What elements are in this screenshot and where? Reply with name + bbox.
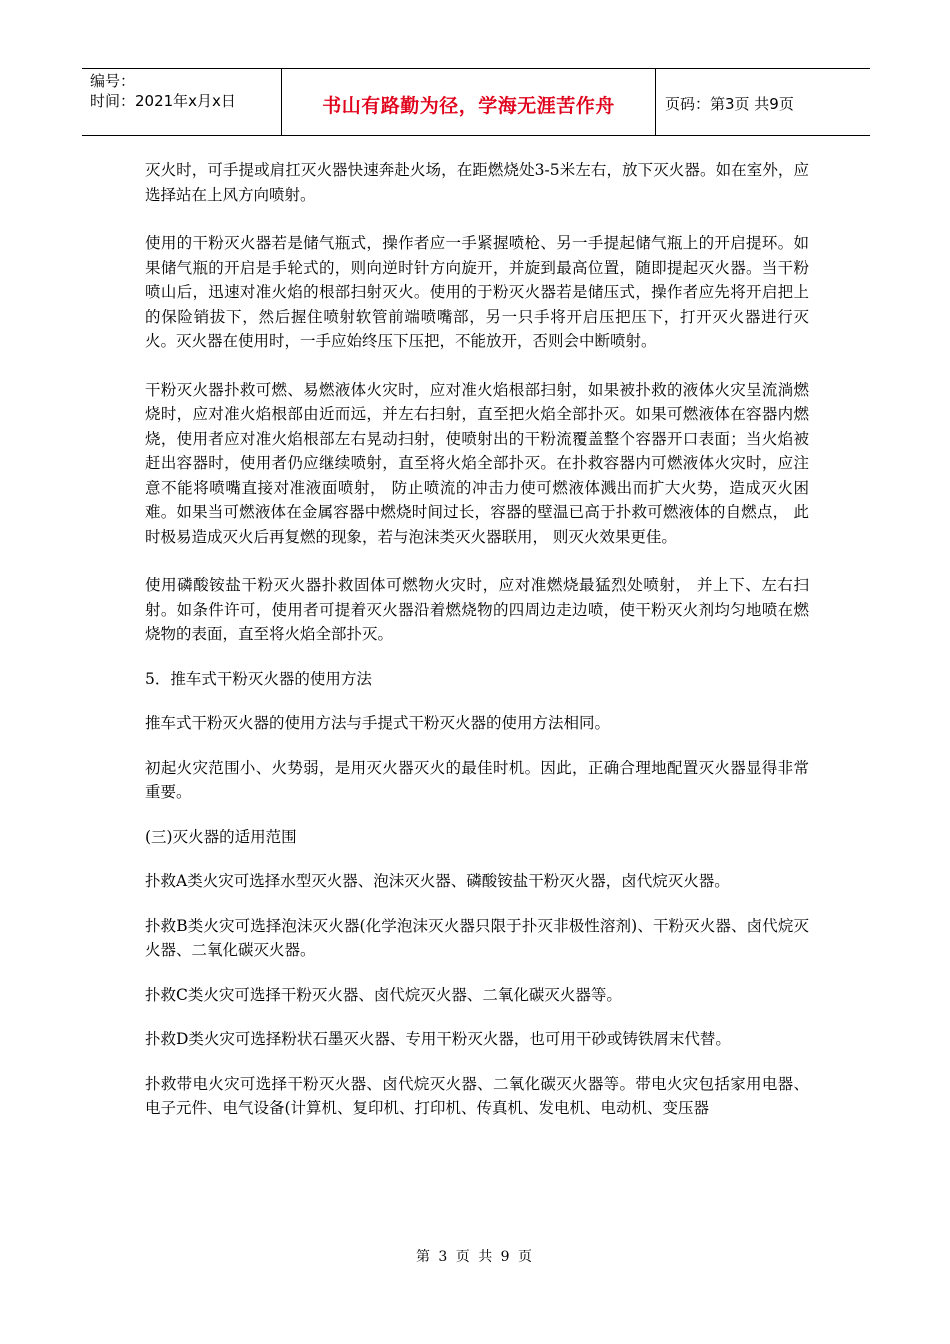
paragraph: 灭火时，可手提或肩扛灭火器快速奔赴火场，在距燃烧处3-5米左右，放下灭火器。如在室外，应选择站在上风方向喷射。 xyxy=(145,161,809,204)
section-heading: (三)灭火器的适用范围 xyxy=(145,827,297,846)
paragraph: 初起火灾范围小、火势弱，是用灭火器灭火的最佳时机。因此，正确合理地配置灭火器显得非常重要。 xyxy=(145,758,809,801)
paragraph: 扑救带电火灾可选择干粉灭火器、卤代烷灭火器、二氧化碳灭火器等。带电火灾包括家用电器、电子元件、电气设备(计算机、复印机、打印机、传真机、发电机、电动机、变压器 xyxy=(145,1074,809,1117)
page-header xyxy=(82,68,870,136)
paragraph: 使用的干粉灭火器若是储气瓶式，操作者应一手紧握喷枪、另一手提起储气瓶上的开启提环。如果储气瓶的开启是手轮式的，则向逆时针方向旋开，并旋到最高位置，随即提起灭火器。当干粉喷山后，迅速对准火焰的根部扫射灭火。使用的于粉灭火器若是储压式，操作者应先将开启把上的保险销拔下，然后握住喷射软管前端喷嘴部，另一只手将开启压把压下，打开灭火器进行灭火。灭火器在使用时，一手应始终压下压把，不能放开，否则会中断喷射。 xyxy=(145,234,809,350)
paragraph: 扑救B类火灾可选择泡沫灭火器(化学泡沫灭火器只限于扑灭非极性溶剂)、干粉灭火器、卤代烷灭火器、二氧化碳灭火器。 xyxy=(145,916,809,959)
paragraph: 使用磷酸铵盐干粉灭火器扑救固体可燃物火灾时，应对准燃烧最猛烈处喷射， 并上下、左右扫射。如条件许可，使用者可提着灭火器沿着燃烧物的四周边走边喷，使干粉灭火剂均匀地喷在燃烧物的表面，直至将火焰全部扑灭。 xyxy=(145,576,809,643)
paragraph: 扑救D类火灾可选择粉状石墨灭火器、专用干粉灭火器，也可用干砂或铸铁屑末代替。 xyxy=(145,1030,731,1048)
section-heading: 5．推车式干粉灭火器的使用方法 xyxy=(145,669,372,688)
header-page-label: 页码：第3页 共9页 xyxy=(665,95,794,113)
header-date-label: 时间：2021年x月x日 xyxy=(90,92,236,110)
header-motto: 书山有路勤为径，学海无涯苦作舟 xyxy=(322,95,615,117)
paragraph: 扑救C类火灾可选择干粉灭火器、卤代烷灭火器、二氧化碳灭火器等。 xyxy=(145,985,622,1004)
header-divider-right xyxy=(655,69,656,135)
header-number-label: 编号： xyxy=(90,72,136,90)
header-meta xyxy=(90,71,236,111)
paragraph: 干粉灭火器扑救可燃、易燃液体火灾时，应对准火焰根部扫射，如果被扑救的液体火灾呈流淌燃烧时，应对准火焰根部由近而远，并左右扫射，直至把火焰全部扑灭。如果可燃液体在容器内燃烧，使用者应对准火焰根部左右晃动扫射，使喷射出的干粉流覆盖整个容器开口表面；当火焰被赶出容器时，使用者仍应继续喷射，直至将火焰全部扑灭。在扑救容器内可燃液体火灾时，应注意不能将喷嘴直接对准液面喷射， 防止喷流的冲击力使可燃液体溅出而扩大火势，造成灭火困难。如果当可燃液体在金属容器中燃烧时间过长，容器的壁温已高于扑救可燃液体的自燃点， 此时极易造成灭火后再复燃的现象，若与泡沫类灭火器联用， 则灭火效果更佳。 xyxy=(145,380,809,546)
paragraph: 推车式干粉灭火器的使用方法与手提式干粉灭火器的使用方法相同。 xyxy=(145,714,611,732)
paragraph: 扑救A类火灾可选择水型灭火器、泡沫灭火器、磷酸铵盐干粉灭火器，卤代烷灭火器。 xyxy=(145,872,730,890)
page-footer: 第 3 页 共 9 页 xyxy=(415,1249,535,1265)
document-body xyxy=(145,158,809,1141)
